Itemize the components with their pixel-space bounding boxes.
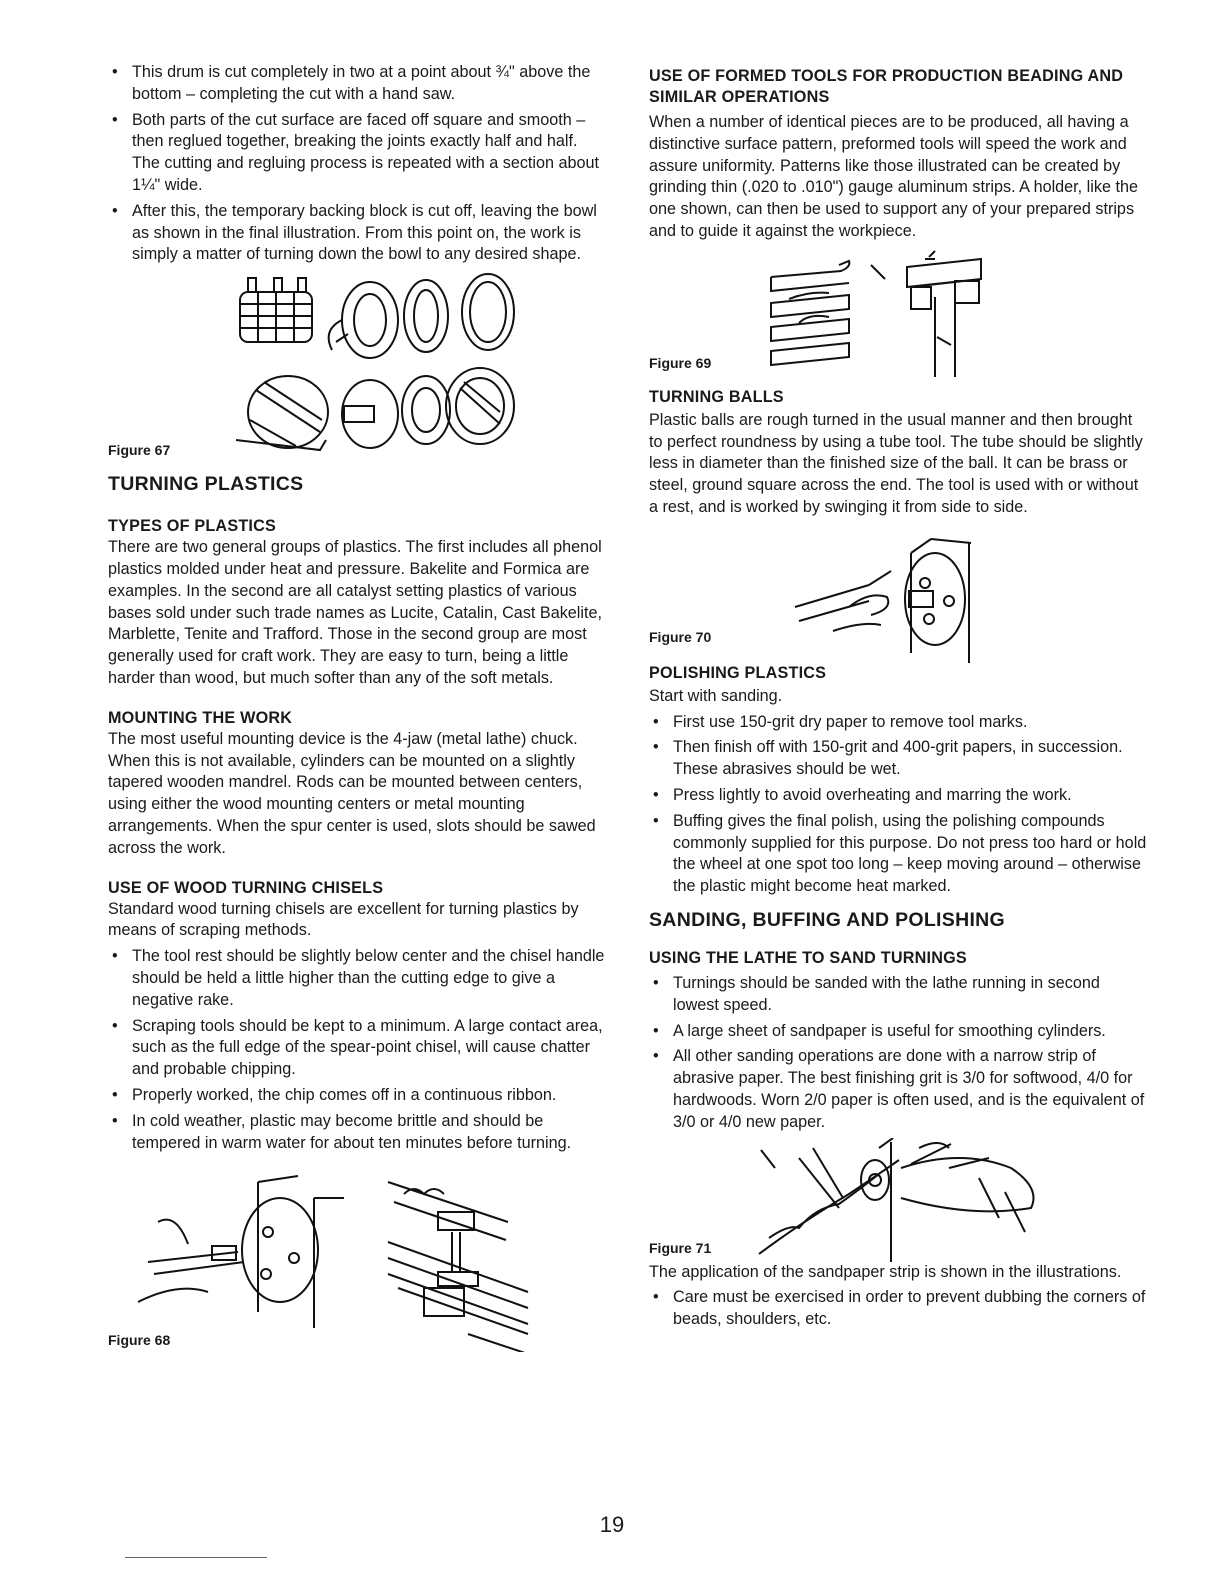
list-item: • Properly worked, the chip comes off in a continuous ribbon. bbox=[108, 1085, 608, 1107]
list-item: • A large sheet of sandpaper is useful for smoothing cylinders. bbox=[649, 1021, 1149, 1043]
list-item: • Buffing gives the final polish, using the polishing compounds commonly supplied for this purpose. Do not press too hard or hold the wheel at one spot too long – keep moving around – otherwise the plastic might become heat marked. bbox=[649, 811, 1149, 898]
list-item: • In cold weather, plastic may become brittle and should be tempered in warm water for about ten minutes before turning. bbox=[108, 1111, 608, 1155]
right-column bbox=[649, 62, 1149, 1335]
types-of-plastics-heading: TYPES OF PLASTICS bbox=[108, 517, 276, 536]
intro-bullet-list bbox=[108, 62, 608, 266]
list-item: • The tool rest should be slightly below center and the chisel handle should be held a little higher than the cutting edge to give a negative rake. bbox=[108, 946, 608, 1011]
formed-tools-heading: USE OF FORMED TOOLS FOR PRODUCTION BEADING AND SIMILAR OPERATIONS bbox=[649, 67, 1124, 106]
list-item: • After this, the temporary backing block is cut off, leaving the bowl as shown in the final illustration. From this point on, the work is simply a matter of turning down the bowl to any desired shape. bbox=[108, 201, 608, 266]
figure-68 bbox=[108, 1162, 608, 1352]
figure-67-label: Figure 67 bbox=[108, 442, 171, 459]
list-item: • Turnings should be sanded with the lathe running in second lowest speed. bbox=[649, 973, 1149, 1017]
sanding-buffing-heading: SANDING, BUFFING AND POLISHING bbox=[649, 908, 1006, 931]
lathe-sand-bullet-list bbox=[649, 973, 1149, 1134]
list-item: • Press lightly to avoid overheating and marring the work. bbox=[649, 785, 1149, 807]
final-bullet-list bbox=[649, 1287, 1149, 1331]
chisels-bullet-list bbox=[108, 946, 608, 1154]
list-item: • All other sanding operations are done with a narrow strip of abrasive paper. The best finishing grit is 3/0 for softwood, 4/0 for hardwoods. Worn 2/0 paper is often used, and is the equivalent of 3/0 or 4/0 new paper. bbox=[649, 1046, 1149, 1133]
figure-70 bbox=[649, 523, 1149, 663]
mounting-text: The most useful mounting device is the 4-jaw (metal lathe) chuck. When this is not available, cylinders can be mounted on a slightly tapered wooden mandrel. Rods can be mounted between centers, using either the wood mounting centers or metal mounting arrangements. When the spur center is used, slots should be sawed across the work. bbox=[108, 729, 596, 857]
lathe-sand-heading: USING THE LATHE TO SAND TURNINGS bbox=[649, 948, 967, 967]
figure-68-label: Figure 68 bbox=[108, 1332, 171, 1349]
list-item: • First use 150-grit dry paper to remove tool marks. bbox=[649, 712, 1149, 734]
list-item: • Both parts of the cut surface are faced off square and smooth – then reglued together, breaking the joints exactly half and half. The cutting and regluing process is repeated with a section about 1¼" wide. bbox=[108, 110, 608, 197]
figure-67-illustration bbox=[108, 270, 608, 470]
types-of-plastics-text: There are two general groups of plastics. The first includes all phenol plastics molded under heat and pressure. Bakelite and Formica are examples. In the second are all catalyst setting plastics of various bases sold under such trade names as Lucite, Catalin, Cast Bakelite, Marblette, Tenite and Trafford. Those in the second group are most generally used for craft work. They are easy to turn, being a little harder than wood, but much softer than any of the soft metals. bbox=[108, 538, 602, 687]
polishing-text: Start with sanding. bbox=[649, 686, 783, 705]
mounting-heading: MOUNTING THE WORK bbox=[108, 708, 293, 727]
chisels-text: Standard wood turning chisels are excellent for turning plastics by means of scraping methods. bbox=[108, 899, 579, 940]
formed-tools-text: When a number of identical pieces are to be produced, all having a distinctive surface pattern, preformed tools will speed the work and assure uniformity. Patterns like those illustrated can be created by grinding thin (.020 to .010") gauge aluminum strips. A holder, like the one shown, can then be used to support any of your prepared strips and to guide it against the workpiece. bbox=[649, 113, 1138, 240]
figure-70-label: Figure 70 bbox=[649, 628, 712, 645]
polishing-bullet-list bbox=[649, 712, 1149, 898]
figure-69-illustration bbox=[649, 247, 1149, 387]
list-item: • Care must be exercised in order to prevent dubbing the corners of beads, shoulders, etc. bbox=[649, 1287, 1149, 1331]
figure-71 bbox=[649, 1138, 1149, 1262]
turning-balls-text: Plastic balls are rough turned in the usual manner and then brought to perfect roundness by using a tube tool. The tube should be slightly less in diameter than the finished size of the ball. It can be brass or steel, ground square across the end. The tool is used with or without a rest, and is worked by swinging it from side to side. bbox=[649, 410, 1143, 516]
left-column bbox=[108, 62, 608, 1352]
chisels-heading: USE OF WOOD TURNING CHISELS bbox=[108, 878, 384, 897]
figure-69 bbox=[649, 247, 1149, 387]
turning-balls-heading: TURNING BALLS bbox=[649, 387, 784, 406]
figure-68-illustration bbox=[108, 1162, 608, 1352]
turning-plastics-heading: TURNING PLASTICS bbox=[108, 473, 304, 496]
figure-69-label: Figure 69 bbox=[649, 354, 712, 371]
figure-70-illustration bbox=[649, 523, 1149, 663]
page-number: 19 bbox=[599, 1512, 625, 1537]
list-item: • Scraping tools should be kept to a minimum. A large contact area, such as the full edge of the spear-point chisel, will cause chatter and probable chipping. bbox=[108, 1016, 608, 1081]
polishing-heading: POLISHING PLASTICS bbox=[649, 663, 827, 682]
figure-71-label: Figure 71 bbox=[649, 1239, 712, 1256]
list-item: • Then finish off with 150-grit and 400-grit papers, in succession. These abrasives should be wet. bbox=[649, 737, 1149, 781]
figure-71-illustration bbox=[649, 1138, 1149, 1262]
list-item: • This drum is cut completely in two at a point about ¾" above the bottom – completing the cut with a hand saw. bbox=[108, 62, 608, 106]
application-text: The application of the sandpaper strip is shown in the illustrations. bbox=[649, 1262, 1122, 1281]
footer-rule bbox=[125, 1557, 267, 1558]
figure-67 bbox=[108, 270, 608, 470]
